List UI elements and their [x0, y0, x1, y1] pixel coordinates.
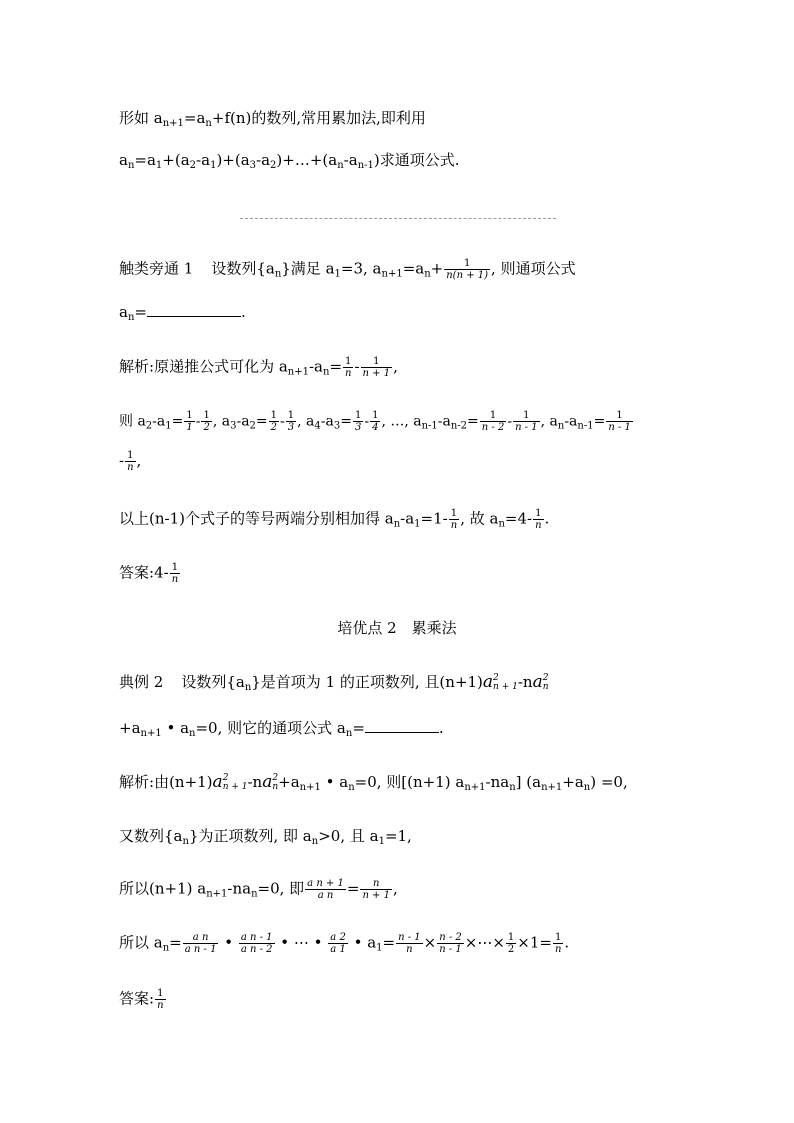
- solution-1-line-2: 则 $a_2-a_1=$ $\frac{1}{1}$ - $\frac{1}{2}$ , $a_3-a_2=$ $\frac{1}{2}$ - $\frac{1}{3}$ , $a_4-a_3=$ $\frac{1}{3}$ - $\frac{1}{4}$ , …, $a_{n-1}-a_{n-2}=$ $\frac{1}{n - 2}$ - $\frac{1}{n - 1}$ , $a_n-a_{n-1}=$ $\frac{1}{n - 1}$: [119, 410, 631, 433]
- solution-1-line-4: 以上(n-1)个式子的等号两端分别相加得 $a_n-a_1=1-$ $\frac{1}{n}$ , 故 $a_n=4-$ $\frac{1}{n}$ .: [119, 508, 550, 531]
- solution-label: 解析:: [119, 773, 155, 791]
- fraction: $\frac{1}{n(n + 1)}$: [446, 258, 489, 281]
- practice-label: 触类旁通 1: [119, 259, 194, 278]
- answer-blank: [147, 302, 241, 317]
- solution-2-line-3: 所以(n+1) $a_{n+1}-na_n=0$, 即 $\frac{\text{a n + 1}}{\text{a n}}$ = $\frac{n}{n + 1}$ ,: [119, 878, 398, 901]
- answer-blank: [365, 718, 439, 733]
- solution-2-line-2: 又数列$\{a_n\}$为正项数列, 即 $a_n>0$, 且 $a_1=1$,: [119, 827, 412, 847]
- solution-label: 解析:: [119, 357, 155, 376]
- practice-1-question: 触类旁通 1 设数列$\{a_n\}$满足 $a_1=3$, $a_{n+1}=a_n+$ $\frac{1}{n(n + 1)}$ , 则通项公式: [119, 258, 576, 281]
- intro-line-2: $a_n=a_1+(a_2-a_1)+(a_3-a_2)+\dots+(a_n-a_{n-1})$求通项公式.: [119, 151, 460, 171]
- solution-2-line-1: 解析:由(n+1)a 2 n + 1 -na 2 n $+a_{n+1}$ • $a_n=0$, 则[(n+1) $a_{n+1}-na_n$] $(a_{n+1}+a_n) =0$,: [119, 772, 628, 793]
- practice-1-answer-line: $a_n=$ .: [119, 303, 246, 323]
- answer-label: 答案:: [119, 563, 155, 582]
- answer-label: 答案:: [119, 989, 155, 1008]
- example-2-line-2: $+a_{n+1}$ • $a_n=0$, 则它的通项公式 $a_n=$ .: [119, 719, 444, 739]
- solution-2-line-4: 所以 $a_n=$ $\frac{\text{a n}}{\text{a n - 1}}$ • $\frac{\text{a n - 1}}{\text{a n - 2}}$ • ⋯ • $\frac{a 2}{a 1}$ • $a_1=$ $\frac{n - 1}{n}$ × $\frac{n - 2}{n - 1}$ ×⋯× $\frac{1}{2}$ ×1= $\frac{1}{n}$ .: [119, 932, 570, 955]
- solution-1-line-1: 解析:原递推公式可化为 $a_{n+1}-a_n=$ $\frac{1}{n}$ - $\frac{1}{n + 1}$ ,: [119, 356, 398, 379]
- dashed-divider: [240, 218, 556, 219]
- intro-line-1: 形如 $a_{n+1}=a_n+f(n)$的数列,常用累加法,即利用: [119, 109, 426, 129]
- section-title: 培优点 2 累乘法: [337, 619, 457, 637]
- solution-1-line-3: - $\frac{1}{n}$ ,: [119, 450, 142, 473]
- solution-1-answer: 答案:4- $\frac{1}{n}$: [119, 562, 179, 585]
- example-label: 典例 2: [119, 673, 164, 691]
- solution-2-answer: 答案: $\frac{1}{n}$: [119, 988, 164, 1011]
- example-2-line-1: 典例 2 设数列$\{a_n\}$是首项为 1 的正项数列, 且(n+1)a 2 n + 1 -na 2 n: [119, 672, 549, 693]
